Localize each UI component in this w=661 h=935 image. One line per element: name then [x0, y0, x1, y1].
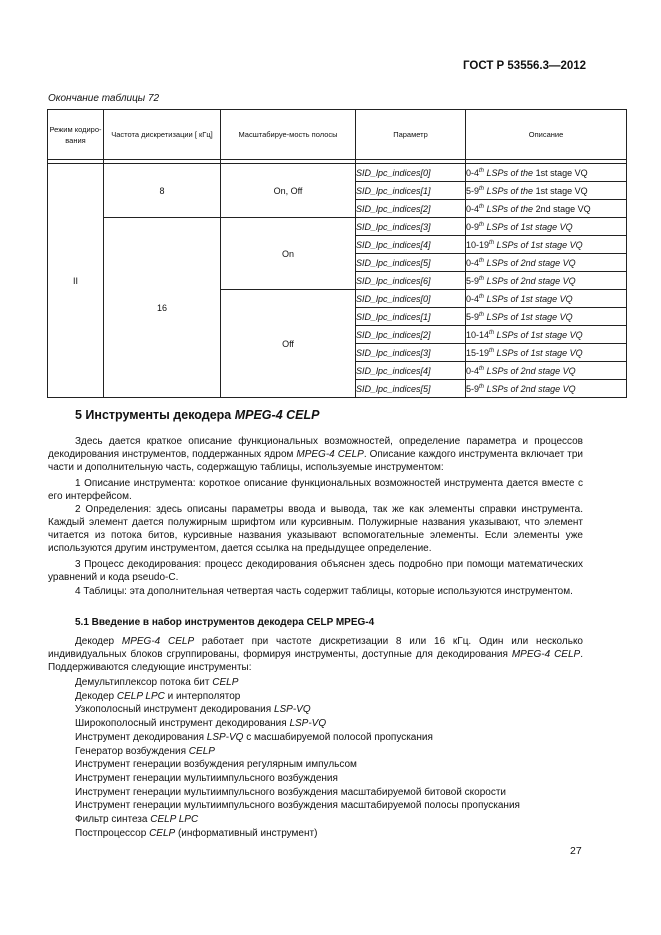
section-5-item-3: 3 Процесс декодирования: процесс декодирования объяснен здесь подробно при помощи математических уравнений и кода pseudo-C.: [48, 559, 583, 583]
tools-list: [75, 676, 520, 840]
param-cell: SID_lpc_indices[5]: [356, 254, 466, 272]
scalability-on-cell: On: [221, 218, 356, 290]
table-row: [48, 218, 627, 236]
description-cell: 5-9th LSPs of the 1st stage VQ: [466, 182, 627, 200]
col-header-frequency: Частота дискретизации [ кГц]: [104, 110, 221, 160]
description-cell: 5-9th LSPs of 2nd stage VQ: [466, 380, 627, 398]
param-cell: SID_lpc_indices[5]: [356, 380, 466, 398]
list-item: Декодер CELP LPC и интерполятор: [75, 690, 241, 702]
table-header-row: [48, 110, 627, 160]
section-5-1-intro: Декодер MPEG-4 CELP работает при частоте дискретизации 8 или 16 кГц. Один или несколько индивидуальных блоков сгруппированы, формируя инструменты, доступные для декодирования MPEG-4 CELP. Поддерживаются следующие инструменты:: [48, 636, 583, 673]
section-5-1-heading: 5.1 Введение в набор инструментов декодера CELP MPEG-4: [75, 617, 375, 628]
description-cell: 0-9th LSPs of 1st stage VQ: [466, 218, 627, 236]
col-header-description: Описание: [466, 110, 627, 160]
param-cell: SID_lpc_indices[4]: [356, 236, 466, 254]
param-cell: SID_lpc_indices[6]: [356, 272, 466, 290]
description-cell: 0-4th LSPs of 1st stage VQ: [466, 290, 627, 308]
list-item: Широкополосный инструмент декодирования LSP-VQ: [75, 718, 327, 730]
section-5-heading: 5 Инструменты декодера MPEG-4 CELP: [75, 408, 320, 422]
param-cell: SID_lpc_indices[1]: [356, 182, 466, 200]
description-cell: 10-14th LSPs of 1st stage VQ: [466, 326, 627, 344]
table-caption: Окончание таблицы 72: [48, 93, 160, 104]
table-row: [48, 164, 627, 182]
list-item: Демультиплексор потока бит CELP: [75, 677, 239, 688]
description-cell: 0-4th LSPs of 2nd stage VQ: [466, 254, 627, 272]
param-cell: SID_lpc_indices[3]: [356, 218, 466, 236]
scalability-onoff-cell: On, Off: [221, 164, 356, 218]
description-cell: 5-9th LSPs of 2nd stage VQ: [466, 272, 627, 290]
description-cell: 10-19th LSPs of 1st stage VQ: [466, 236, 627, 254]
description-cell: 5-9th LSPs of 1st stage VQ: [466, 308, 627, 326]
scalability-off-cell: Off: [221, 290, 356, 398]
frequency-16-cell: 16: [104, 218, 221, 398]
col-header-parameter: Параметр: [356, 110, 466, 160]
section-5-item-2: 2 Определения: здесь описаны параметры ввода и вывода, так же как элементы справки инструмента. Каждый элемент дается полужирным шрифтом или курсивным. Полужирные названия указывают, что элемент читается из потока битов, курсивные названия указывают вспомогательные элементы. Если элементы уже используются другим инструментом, дается ссылка на предыдущее определение.: [48, 504, 583, 554]
list-item: Генератор возбуждения CELP: [75, 745, 215, 757]
list-item: Инструмент генерации мультиимпульсного возбуждения масштабируемой битовой скорости: [75, 786, 507, 798]
list-item: Инструмент генерации мультиимпульсного возбуждения масштабируемой полосы пропускания: [75, 800, 520, 812]
param-cell: SID_lpc_indices[2]: [356, 200, 466, 218]
param-cell: SID_lpc_indices[0]: [356, 164, 466, 182]
description-cell: 0-4th LSPs of the 1st stage VQ: [466, 164, 627, 182]
list-item: Инструмент генерации возбуждения регулярным импульсом: [75, 759, 357, 771]
description-cell: 15-19th LSPs of 1st stage VQ: [466, 344, 627, 362]
description-cell: 0-4th LSPs of 2nd stage VQ: [466, 362, 627, 380]
parameters-table: [47, 109, 627, 398]
param-cell: SID_lpc_indices[2]: [356, 326, 466, 344]
param-cell: SID_lpc_indices[4]: [356, 362, 466, 380]
list-item: Инструмент декодирования LSP-VQ с масшабируемой полосой пропускания: [75, 731, 433, 743]
standard-header: ГОСТ Р 53556.3—2012: [463, 60, 587, 72]
section-5-item-1: 1 Описание инструмента: короткое описание функциональных возможностей инструмента дается вместе с его интерфейсом.: [48, 478, 583, 502]
param-cell: SID_lpc_indices[3]: [356, 344, 466, 362]
section-5-item-4: 4 Таблицы: эта дополнительная четвертая часть содержит таблицы, которые используются инструментом.: [75, 586, 573, 597]
section-5-intro: Здесь дается краткое описание функциональных возможностей, определение параметра и процессов декодирования инструментов, поддержанных ядром MPEG-4 CELP. Описание каждого инструмента включает три части и дополнительную часть, содержащую таблицы, используемые инструментом:: [48, 436, 583, 473]
page-number: 27: [570, 845, 582, 857]
description-cell: 0-4th LSPs of the 2nd stage VQ: [466, 200, 627, 218]
list-item: Фильтр синтеза CELP LPC: [75, 814, 199, 826]
list-item: Инструмент генерации мультиимпульсного возбуждения: [75, 772, 338, 784]
mode-cell: II: [48, 164, 104, 398]
list-item: Узкополосный инструмент декодирования LSP-VQ: [75, 704, 311, 716]
frequency-8-cell: 8: [104, 164, 221, 218]
param-cell: SID_lpc_indices[0]: [356, 290, 466, 308]
col-header-mode: Режим кодиро-вания: [48, 110, 104, 160]
col-header-scalability: Масштабируе-мость полосы: [221, 110, 356, 160]
param-cell: SID_lpc_indices[1]: [356, 308, 466, 326]
list-item: Постпроцессор CELP (информативный инструмент): [75, 827, 318, 839]
